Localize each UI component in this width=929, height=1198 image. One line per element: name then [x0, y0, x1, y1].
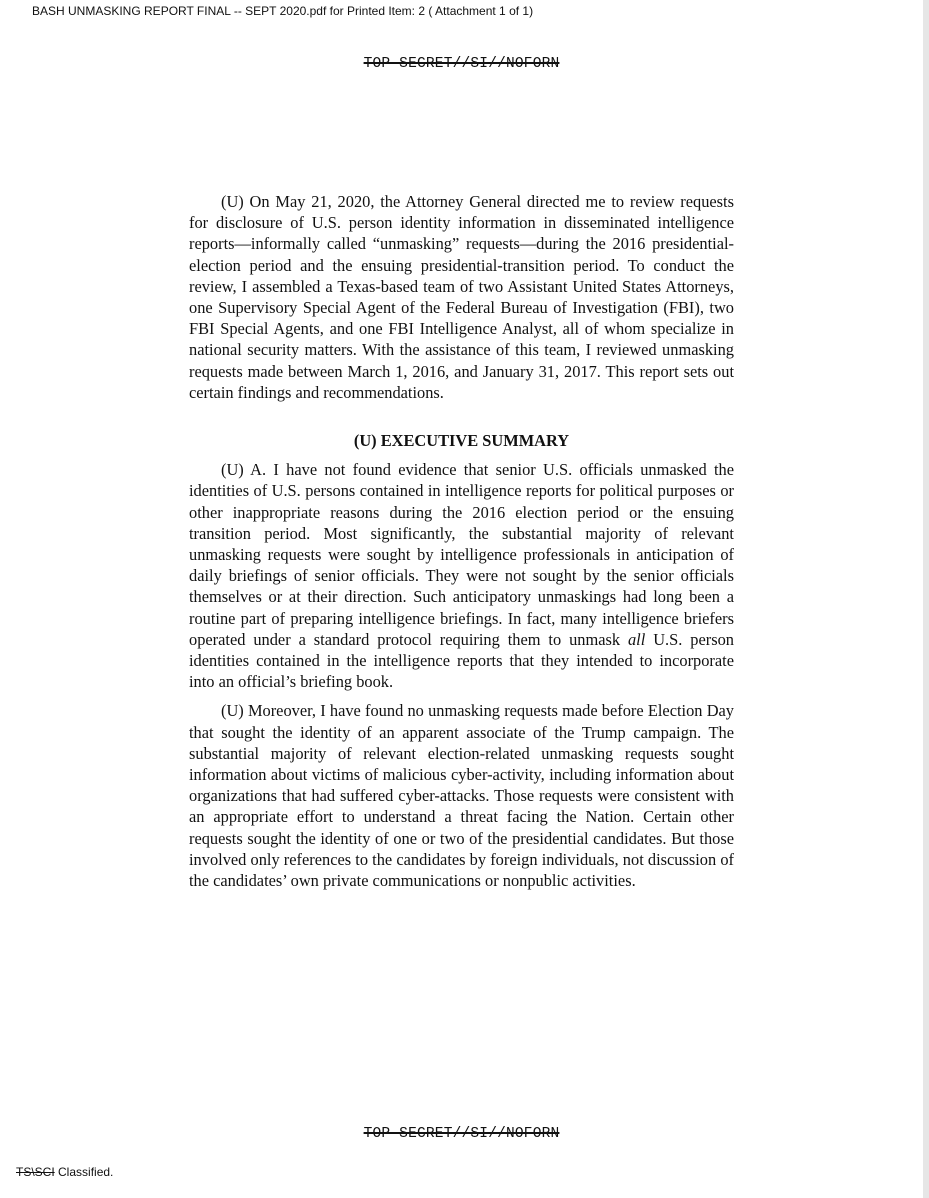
summary-paragraph-a-text-1: (U) A. I have not found evidence that senior U.S. officials unmasked the identities of U.S. persons contained in intelligence reports for political purposes or other inappropriate reasons during the 2016 election period or the ensuing transition period. Most significantly, the substantial majority of relevant unmasking requests were sought by intelligence professionals in anticipation of daily briefings of senior officials. They were not sought by the senior officials themselves or at their direction. Such anticipatory unmaskings had long been a routine part of preparing intelligence briefings. In fact, many intelligence briefers operated under a standard protocol requiring them to unmask	[189, 460, 734, 649]
section-heading: (U) EXECUTIVE SUMMARY	[353, 431, 570, 451]
document-body	[189, 191, 734, 891]
intro-paragraph: (U) On May 21, 2020, the Attorney General directed me to review requests for disclosure of U.S. person identity information in disseminated intelligence reports—informally called “unmasking” requests—during the 2016 presidential-election period and the ensuing presidential-transition period. To conduct the review, I assembled a Texas-based team of two Assistant United States Attorneys, one Supervisory Special Agent of the Federal Bureau of Investigation (FBI), two FBI Special Agents, and one FBI Intelligence Analyst, all of whom specialize in national security matters. With the assistance of this team, I reviewed unmasking requests made between March 1, 2016, and January 31, 2017. This report sets out certain findings and recommendations.	[189, 192, 734, 402]
summary-paragraph-a	[189, 459, 734, 692]
page-edge	[923, 0, 929, 1198]
footer-struck-marking: TS\SCI	[16, 1165, 55, 1179]
footer-classification-note	[16, 1165, 113, 1179]
footer-note-text: Classified.	[58, 1165, 114, 1179]
classification-banner-bottom: TOP SECRET//SI//NOFORN	[363, 1126, 560, 1142]
summary-paragraph-a-text-2: U.S. person identities contained in the intelligence reports that they intended to incorporate into an official’s briefing book.	[189, 629, 734, 692]
classification-banner-top: TOP SECRET//SI//NOFORN	[363, 56, 560, 72]
emphasis-all: all	[627, 629, 646, 649]
print-header: BASH UNMASKING REPORT FINAL -- SEPT 2020.pdf for Printed Item: 2 ( Attachment 1 of 1)	[32, 4, 534, 18]
summary-paragraph-b: (U) Moreover, I have found no unmasking requests made before Election Day that sought the identity of an apparent associate of the Trump campaign. The substantial majority of relevant election-related unmasking requests sought information about victims of malicious cyber-activity, including information about organizations that had suffered cyber-attacks. Those requests were consistent with an appropriate effort to understand a threat facing the Nation. Certain other requests sought the identity of one or two of the presidential candidates. But those involved only references to the candidates by foreign individuals, not discussion of the candidates’ own private communications or nonpublic activities.	[189, 701, 734, 891]
